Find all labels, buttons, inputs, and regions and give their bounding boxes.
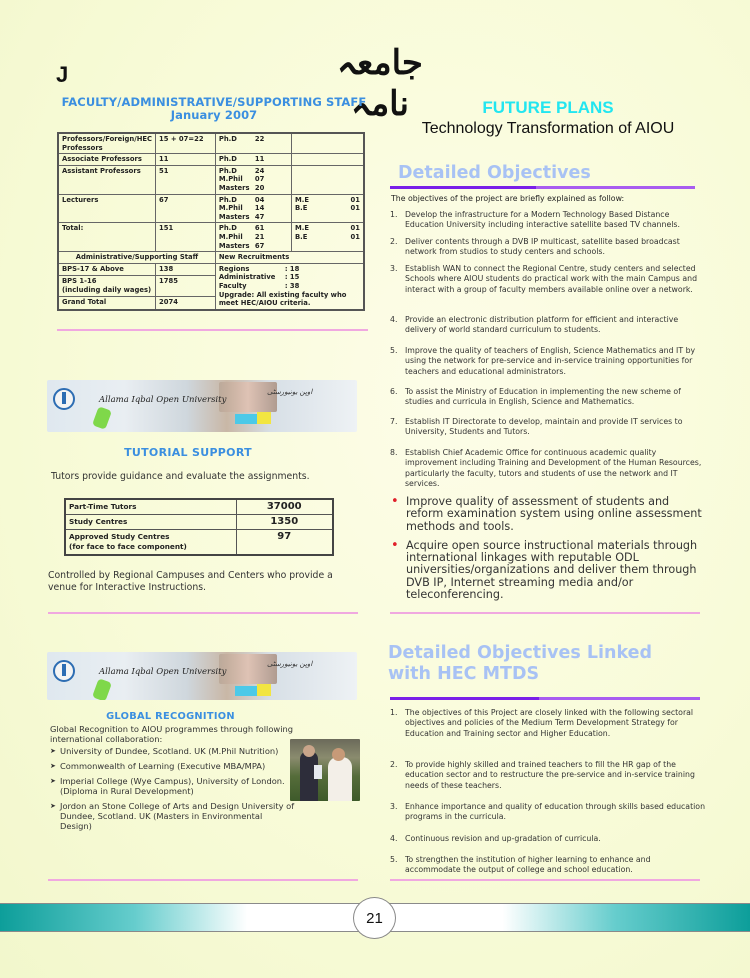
qualification-count: 61 [254, 224, 265, 233]
tutorial-footer: Controlled by Regional Campuses and Centers who provide a venue for Interactive Instructions. [48, 570, 333, 593]
recruitments-cell [215, 263, 364, 309]
staff-title-line1: FACULTY/ADMINISTRATIVE/SUPPORTING STAFF [61, 95, 367, 109]
divider [48, 612, 358, 614]
objective-item: 4. Provide an electronic distribution platform for efficient and interactive delivery of world standard curriculum to students. [390, 315, 679, 335]
staff-category: Associate Professors [58, 154, 156, 166]
qualification-name: Masters [218, 241, 250, 250]
qualification-list [219, 167, 288, 193]
qualification-name: M.Phil [218, 232, 243, 241]
qualification-count: 21 [254, 232, 265, 241]
qualification-list [219, 135, 288, 144]
qualification-count: 11 [254, 155, 265, 164]
qualification-entry [219, 167, 288, 176]
banner-university-name: Allama Iqbal Open University [99, 395, 227, 405]
objective-item: 2. Deliver contents through a DVB IP multicast, satellite based broadcast network from studios to study centers and schools. [390, 237, 680, 257]
qualification-entry [219, 213, 288, 222]
tutorial-title: TUTORIAL SUPPORT [124, 446, 252, 459]
divider [390, 879, 700, 881]
qualification-entry [219, 175, 288, 184]
list-item: ➤ Commonwealth of Learning (Executive MBA/MPA) [50, 761, 266, 771]
qualification-count: 14 [254, 204, 265, 213]
qualification-entry [219, 233, 288, 242]
qualification-entry [295, 196, 360, 205]
qualification-count: 01 [350, 204, 360, 213]
map-graphic [92, 406, 112, 430]
arrow-bullet-icon: ➤ [50, 777, 56, 785]
qualification-list [219, 155, 288, 164]
qualification-entry [219, 242, 288, 251]
hec-objective-item: 5. To strengthen the institution of higher learning to enhance and accommodate the output of college and school education. [390, 855, 651, 875]
qualification-count: 67 [254, 241, 265, 250]
qualification-name: M.Phil [218, 204, 243, 213]
photo-plaque [314, 765, 322, 779]
aiou-banner [47, 380, 357, 432]
hec-objective-item: 1. The objectives of this Project are closely linked with the following sectoral objectives and policies of the Medium Term Development Strategy for Education and Training sector and Higher Education. [390, 708, 694, 738]
recruitment-entry [219, 273, 360, 282]
bullet-dot-icon: • [391, 537, 399, 553]
bullet-dot-icon: • [391, 494, 399, 509]
staff-qualifications [215, 223, 291, 252]
admin-category: Grand Total [58, 297, 156, 310]
recruitment-entry [219, 282, 360, 291]
hec-objectives-heading [388, 643, 652, 685]
recruitment-type: Administrative [218, 273, 276, 282]
global-title: GLOBAL RECOGNITION [106, 711, 235, 722]
table-row [58, 154, 364, 166]
qualification-list [219, 224, 288, 250]
admin-category: BPS-17 & Above [58, 263, 156, 275]
bullet-list [390, 496, 708, 608]
qualification-entry [295, 224, 360, 233]
staff-count: 15 + 07=22 [156, 133, 216, 154]
hec-objective-item: 4. Continuous revision and up-gradation of curricula. [390, 834, 601, 843]
qualification-name: M.E [295, 195, 309, 204]
urdu-masthead: جامعہ نامہ [337, 43, 423, 124]
staff-qualifications [215, 154, 291, 166]
recruitment-count: : 38 [284, 281, 300, 290]
staff-engineering [292, 133, 365, 154]
tutorial-description: Tutors provide guidance and evaluate the assignments. [51, 471, 310, 482]
qualification-count: 47 [254, 212, 265, 221]
qualification-count: 01 [350, 232, 360, 241]
bullet-item: • Acquire open source instructional materials through international linkages with reputable ODL universities/organizations and deliver them through DVB IP, Internet streaming media and/or teleconferencing. [391, 537, 698, 602]
hec-objective-item: 2. To provide highly skilled and trained teachers to fill the HR gap of the education sector and to restructure the pre-service and in-service training needs of these teachers. [390, 760, 695, 790]
tutorial-label: Study Centres [65, 515, 236, 530]
tutorial-table [64, 498, 334, 556]
award-photo [290, 739, 360, 801]
objective-item: 8. Establish Chief Academic Office for continuous academic quality improvement including Training and Development of the Human Resources, particularly the faculty, tutors and students of use the network and IT services. [390, 448, 702, 488]
qualification-entry [219, 204, 288, 213]
table-row [58, 194, 364, 223]
staff-count: 67 [156, 194, 216, 223]
aiou-banner [47, 652, 357, 700]
qualification-name: Ph.D [218, 135, 237, 143]
qualification-entry [219, 135, 288, 144]
table-row [65, 530, 333, 556]
qualification-name: B.E [295, 204, 308, 213]
qualification-name: M.Phil [218, 175, 243, 184]
staff-count: 51 [156, 165, 216, 194]
collage-tile [257, 412, 271, 424]
divider [48, 879, 358, 881]
qualification-entry [295, 204, 360, 213]
staff-category: Total: [58, 223, 156, 252]
staff-qualifications [215, 133, 291, 154]
qualification-entry [219, 224, 288, 233]
qualification-count: 20 [254, 183, 265, 192]
admin-count: 1785 [156, 275, 216, 296]
table-row [58, 165, 364, 194]
hec-objective-item: 3. Enhance importance and quality of education through skills based education programs in the curricula. [390, 802, 706, 822]
recruitment-count: : 15 [284, 273, 300, 282]
staff-table [57, 132, 365, 311]
page-number: 21 [353, 897, 396, 939]
staff-qualifications [215, 165, 291, 194]
list-item: ➤ Jordon an Stone College of Arts and Design University of Dundee, Scotland. UK (Masters in Environmental Design) [50, 801, 295, 831]
banner-urdu-caption: اوپن یونیورسٹی [267, 388, 313, 396]
photo-person [303, 745, 315, 757]
qualification-entry [219, 196, 288, 205]
heading-rule [390, 186, 695, 189]
qualification-name: Ph.D [218, 195, 237, 204]
future-plans-subtitle: Technology Transformation of AIOU [421, 120, 675, 137]
bullet-item: • Improve quality of assessment of students and reform examination system using online assessment methods and tools. [391, 494, 702, 533]
banner-urdu-caption: اوپن یونیورسٹی [267, 660, 313, 668]
qualification-count: 24 [254, 166, 265, 175]
qualification-name: Ph.D [218, 166, 237, 175]
hec-heading-line1: Detailed Objectives Linked [388, 643, 653, 663]
table-row [58, 133, 364, 154]
heading-rule [390, 697, 700, 700]
qualification-list [219, 196, 288, 222]
list-item: ➤ Imperial College (Wye Campus), University of London. (Diploma in Rural Development) [50, 776, 285, 796]
qualification-name: M.E [295, 224, 309, 233]
aiou-logo-icon [53, 660, 75, 682]
table-row [58, 252, 364, 264]
recruit-header: New Recruitments [215, 252, 364, 264]
objective-item: 3. Establish WAN to connect the Regional Centre, study centers and selected Schools where AIOU students do practical work with the main Campus and interact with a group of faculty members available online over a network. [390, 264, 698, 294]
recruitment-entry [219, 265, 360, 274]
arrow-bullet-icon: ➤ [50, 802, 56, 810]
objective-item: 7. Establish IT Directorate to develop, maintain and provide IT services to University, Students and Tutors. [390, 417, 683, 437]
staff-qualifications [215, 194, 291, 223]
tutorial-value: 1350 [236, 515, 333, 530]
qualification-entry [295, 233, 360, 242]
global-description: Global Recognition to AIOU programmes through following international collaboration: [50, 724, 294, 744]
qualification-name: Ph.D [218, 224, 237, 233]
table-row [58, 263, 364, 275]
divider [390, 612, 700, 614]
global-list [50, 746, 295, 836]
qualification-list [295, 224, 360, 241]
hec-heading-line2: with HEC MTDS [388, 664, 540, 684]
staff-engineering [292, 165, 365, 194]
admin-count: 2074 [156, 297, 216, 310]
tutorial-label: Part-Time Tutors [65, 499, 236, 515]
qualification-name: Masters [218, 183, 250, 192]
recruitment-type: Regions [218, 264, 250, 273]
collage-photo [219, 382, 277, 412]
tutorial-value: 97 [236, 530, 333, 556]
qualification-entry [219, 184, 288, 193]
qualification-count: 04 [254, 195, 265, 204]
qualification-count: 01 [350, 224, 360, 233]
staff-section-title [55, 96, 373, 122]
photo-person [328, 757, 352, 801]
objective-item: 5. Improve the quality of teachers of English, Science Mathematics and IT by using the network for pre-service and in-service training opportunities for teachers and educational administrators. [390, 346, 696, 376]
arrow-bullet-icon: ➤ [50, 762, 56, 770]
staff-engineering [292, 194, 365, 223]
recruitment-type: Faculty [218, 281, 247, 290]
staff-engineering [292, 223, 365, 252]
admin-category: BPS 1-16 (including daily wages) [58, 275, 156, 296]
tutorial-label: Approved Study Centres (for face to face component) [65, 530, 236, 556]
staff-category: Assistant Professors [58, 165, 156, 194]
qualification-entry [219, 155, 288, 164]
banner-university-name: Allama Iqbal Open University [99, 667, 227, 677]
photo-person [332, 748, 345, 761]
objective-item: 6. To assist the Ministry of Education in implementing the new scheme of studies and curricula in English, Science and Mathematics. [390, 387, 681, 407]
section-letter: J [56, 62, 69, 87]
collage-photo [219, 654, 277, 684]
recruitment-count: : 18 [284, 264, 300, 273]
table-row [58, 223, 364, 252]
detailed-objectives-heading: Detailed Objectives [398, 163, 591, 183]
collage-tile [257, 684, 271, 696]
table-row [65, 515, 333, 530]
staff-count: 151 [156, 223, 216, 252]
upgrade-note: Upgrade: All existing faculty who meet HEC/AIOU criteria. [218, 290, 347, 308]
admin-header: Administrative/Supporting Staff [58, 252, 215, 264]
staff-title-date: January 2007 [170, 108, 258, 122]
qualification-count: 01 [350, 195, 360, 204]
future-plans-title: FUTURE PLANS [482, 98, 614, 117]
table-row [65, 499, 333, 515]
objectives-intro: The objectives of the project are briefly explained as follow: [391, 194, 625, 203]
qualification-list [295, 196, 360, 213]
divider [57, 329, 368, 331]
qualification-name: Ph.D [218, 155, 237, 164]
qualification-count: 22 [254, 135, 265, 143]
admin-count: 138 [156, 263, 216, 275]
map-graphic [92, 678, 112, 700]
staff-engineering [292, 154, 365, 166]
staff-category: Professors/Foreign/HEC Professors [58, 133, 156, 154]
qualification-name: B.E [295, 232, 308, 241]
list-item: ➤ University of Dundee, Scotland. UK (M.Phil Nutrition) [50, 746, 279, 756]
objective-item: 1. Develop the infrastructure for a Modern Technology Based Distance Education University including interactive satellite based TV channels. [390, 210, 680, 230]
arrow-bullet-icon: ➤ [50, 747, 56, 755]
aiou-logo-icon [53, 388, 75, 410]
qualification-count: 07 [254, 175, 265, 184]
staff-count: 11 [156, 154, 216, 166]
qualification-name: Masters [218, 212, 250, 221]
tutorial-value: 37000 [236, 499, 333, 515]
staff-category: Lecturers [58, 194, 156, 223]
